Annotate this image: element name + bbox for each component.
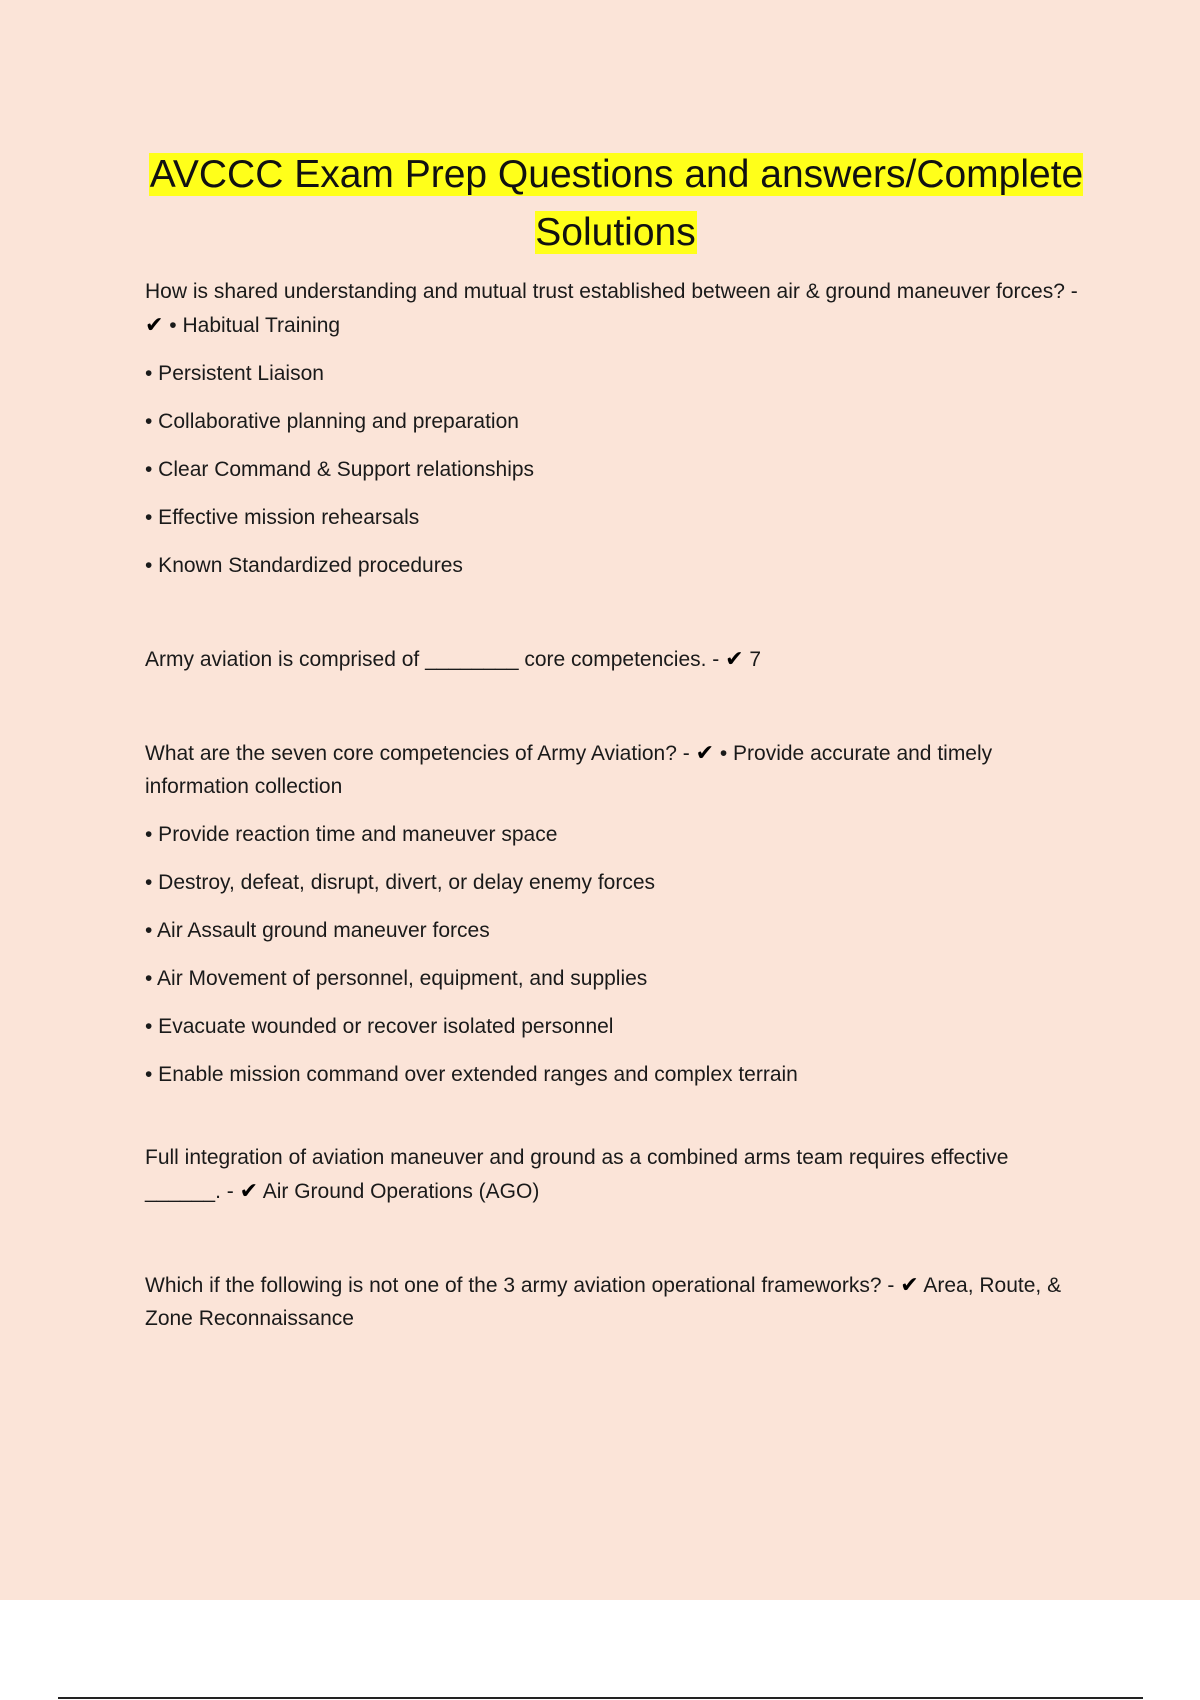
qa-item-4 <box>145 1141 1090 1208</box>
question-text: Which if the following is not one of the 3 army aviation operational frameworks? - <box>145 1274 895 1297</box>
qa-item-5 <box>145 1268 1090 1335</box>
question-text: How is shared understanding and mutual trust established between air & ground maneuver forces? - <box>145 280 1078 303</box>
qa-content <box>145 275 1090 1335</box>
footer-divider <box>58 1697 1143 1699</box>
answer-bullet: • Persistent Liaison <box>145 362 324 385</box>
answer-bullet: • Air Movement of personnel, equipment, and supplies <box>145 967 648 990</box>
document-title <box>145 146 1087 262</box>
question-text: Full integration of aviation maneuver and ground as a combined arms team requires effective ______. - <box>145 1146 1009 1203</box>
qa-item-3 <box>145 736 1090 803</box>
question-text: Army aviation is comprised of ________ core competencies. - <box>145 648 720 671</box>
answer-bullet: • Destroy, defeat, disrupt, divert, or delay enemy forces <box>145 871 656 894</box>
answer-bullet: • Provide reaction time and maneuver space <box>145 823 558 846</box>
title-highlight: AVCCC Exam Prep Questions and answers/Complete Solutions <box>149 153 1084 254</box>
answer-text: • Habitual Training <box>169 314 341 337</box>
answer-bullet: • Enable mission command over extended ranges and complex terrain <box>145 1063 798 1086</box>
answer-bullet: • Air Assault ground maneuver forces <box>145 919 490 942</box>
check-icon: ✔ <box>695 740 714 765</box>
check-icon: ✔ <box>239 1178 259 1203</box>
answer-text: Air Ground Operations (AGO) <box>262 1180 540 1203</box>
question-text: What are the seven core competencies of Army Aviation? - <box>145 742 690 765</box>
qa-item-2 <box>145 642 1090 676</box>
answer-text: • Provide accurate and timely information collection <box>145 742 993 798</box>
check-icon: ✔ <box>900 1272 919 1297</box>
answer-bullet: • Clear Command & Support relationships <box>145 458 535 481</box>
answer-bullet: • Effective mission rehearsals <box>145 506 420 529</box>
answer-text: Area, Route, & Zone Reconnaissance <box>145 1274 1062 1330</box>
check-icon: ✔ <box>725 646 744 671</box>
qa-item-1 <box>145 275 1090 342</box>
check-icon: ✔ <box>145 312 164 337</box>
answer-bullet: • Evacuate wounded or recover isolated personnel <box>145 1015 614 1038</box>
answer-bullet: • Known Standardized procedures <box>145 554 463 577</box>
answer-text: 7 <box>749 648 762 671</box>
answer-bullet: • Collaborative planning and preparation <box>145 410 519 433</box>
